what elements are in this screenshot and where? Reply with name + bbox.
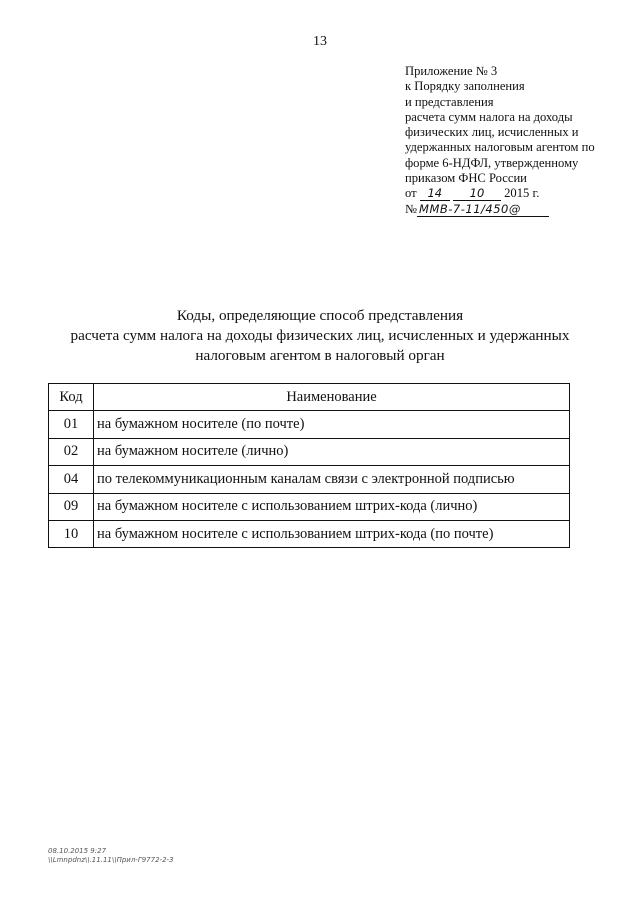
page-number: 13: [313, 34, 327, 49]
footer-stamp: [48, 847, 174, 865]
cell-name: на бумажном носителе (лично): [94, 438, 570, 465]
codes-table-wrapper: [48, 383, 570, 548]
order-number: [405, 202, 605, 217]
date-prefix: от: [405, 186, 417, 201]
document-title: [0, 306, 640, 366]
cell-code: 09: [49, 493, 94, 520]
appendix-block: [405, 64, 605, 217]
cell-code: 02: [49, 438, 94, 465]
header-name: Наименование: [94, 384, 570, 411]
appendix-line: расчета сумм налога на доходы: [405, 109, 573, 124]
cell-name: на бумажном носителе с использованием штрих-кода (по почте): [94, 520, 570, 547]
header-code: Код: [49, 384, 94, 411]
appendix-line: форме 6-НДФЛ, утвержденному: [405, 155, 579, 170]
appendix-line: Приложение № 3: [405, 64, 498, 78]
handwritten-order-number: ММВ-7-11/450@: [417, 203, 549, 217]
number-prefix: №: [405, 201, 418, 216]
table-row: [49, 466, 570, 493]
appendix-line: приказом ФНС России: [405, 171, 527, 186]
date-year: 2015 г.: [504, 186, 540, 201]
title-line: налоговым агентом в налоговый орган: [195, 347, 445, 364]
table-row: [49, 438, 570, 465]
cell-code: 01: [49, 411, 94, 438]
footer-line: \\Lmnpdnz\\.11.11\\Прил-Г9772-2-3: [48, 856, 174, 864]
appendix-line: удержанных налоговым агентом по: [405, 140, 595, 155]
appendix-line: к Порядку заполнения: [405, 79, 525, 94]
cell-name: на бумажном носителе (по почте): [94, 411, 570, 438]
cell-code: 04: [49, 466, 94, 493]
table-row: [49, 411, 570, 438]
table-row: [49, 520, 570, 547]
order-date: [405, 186, 605, 201]
table-row: [49, 493, 570, 520]
appendix-line: и представления: [405, 94, 494, 109]
handwritten-month: 10: [453, 187, 501, 201]
cell-code: 10: [49, 520, 94, 547]
appendix-line: физических лиц, исчисленных и: [405, 125, 579, 140]
cell-name: на бумажном носителе с использованием штрих-кода (лично): [94, 493, 570, 520]
cell-name: по телекоммуникационным каналам связи с электронной подписью: [94, 466, 570, 493]
title-line: Коды, определяющие способ представления: [176, 307, 464, 324]
footer-line: 08.10.2015 9:27: [48, 847, 107, 855]
table-header-row: [49, 384, 570, 411]
handwritten-day: 14: [420, 187, 450, 201]
title-line: расчета сумм налога на доходы физических лиц, исчисленных и удержанных: [70, 327, 570, 344]
codes-table: [48, 383, 570, 548]
